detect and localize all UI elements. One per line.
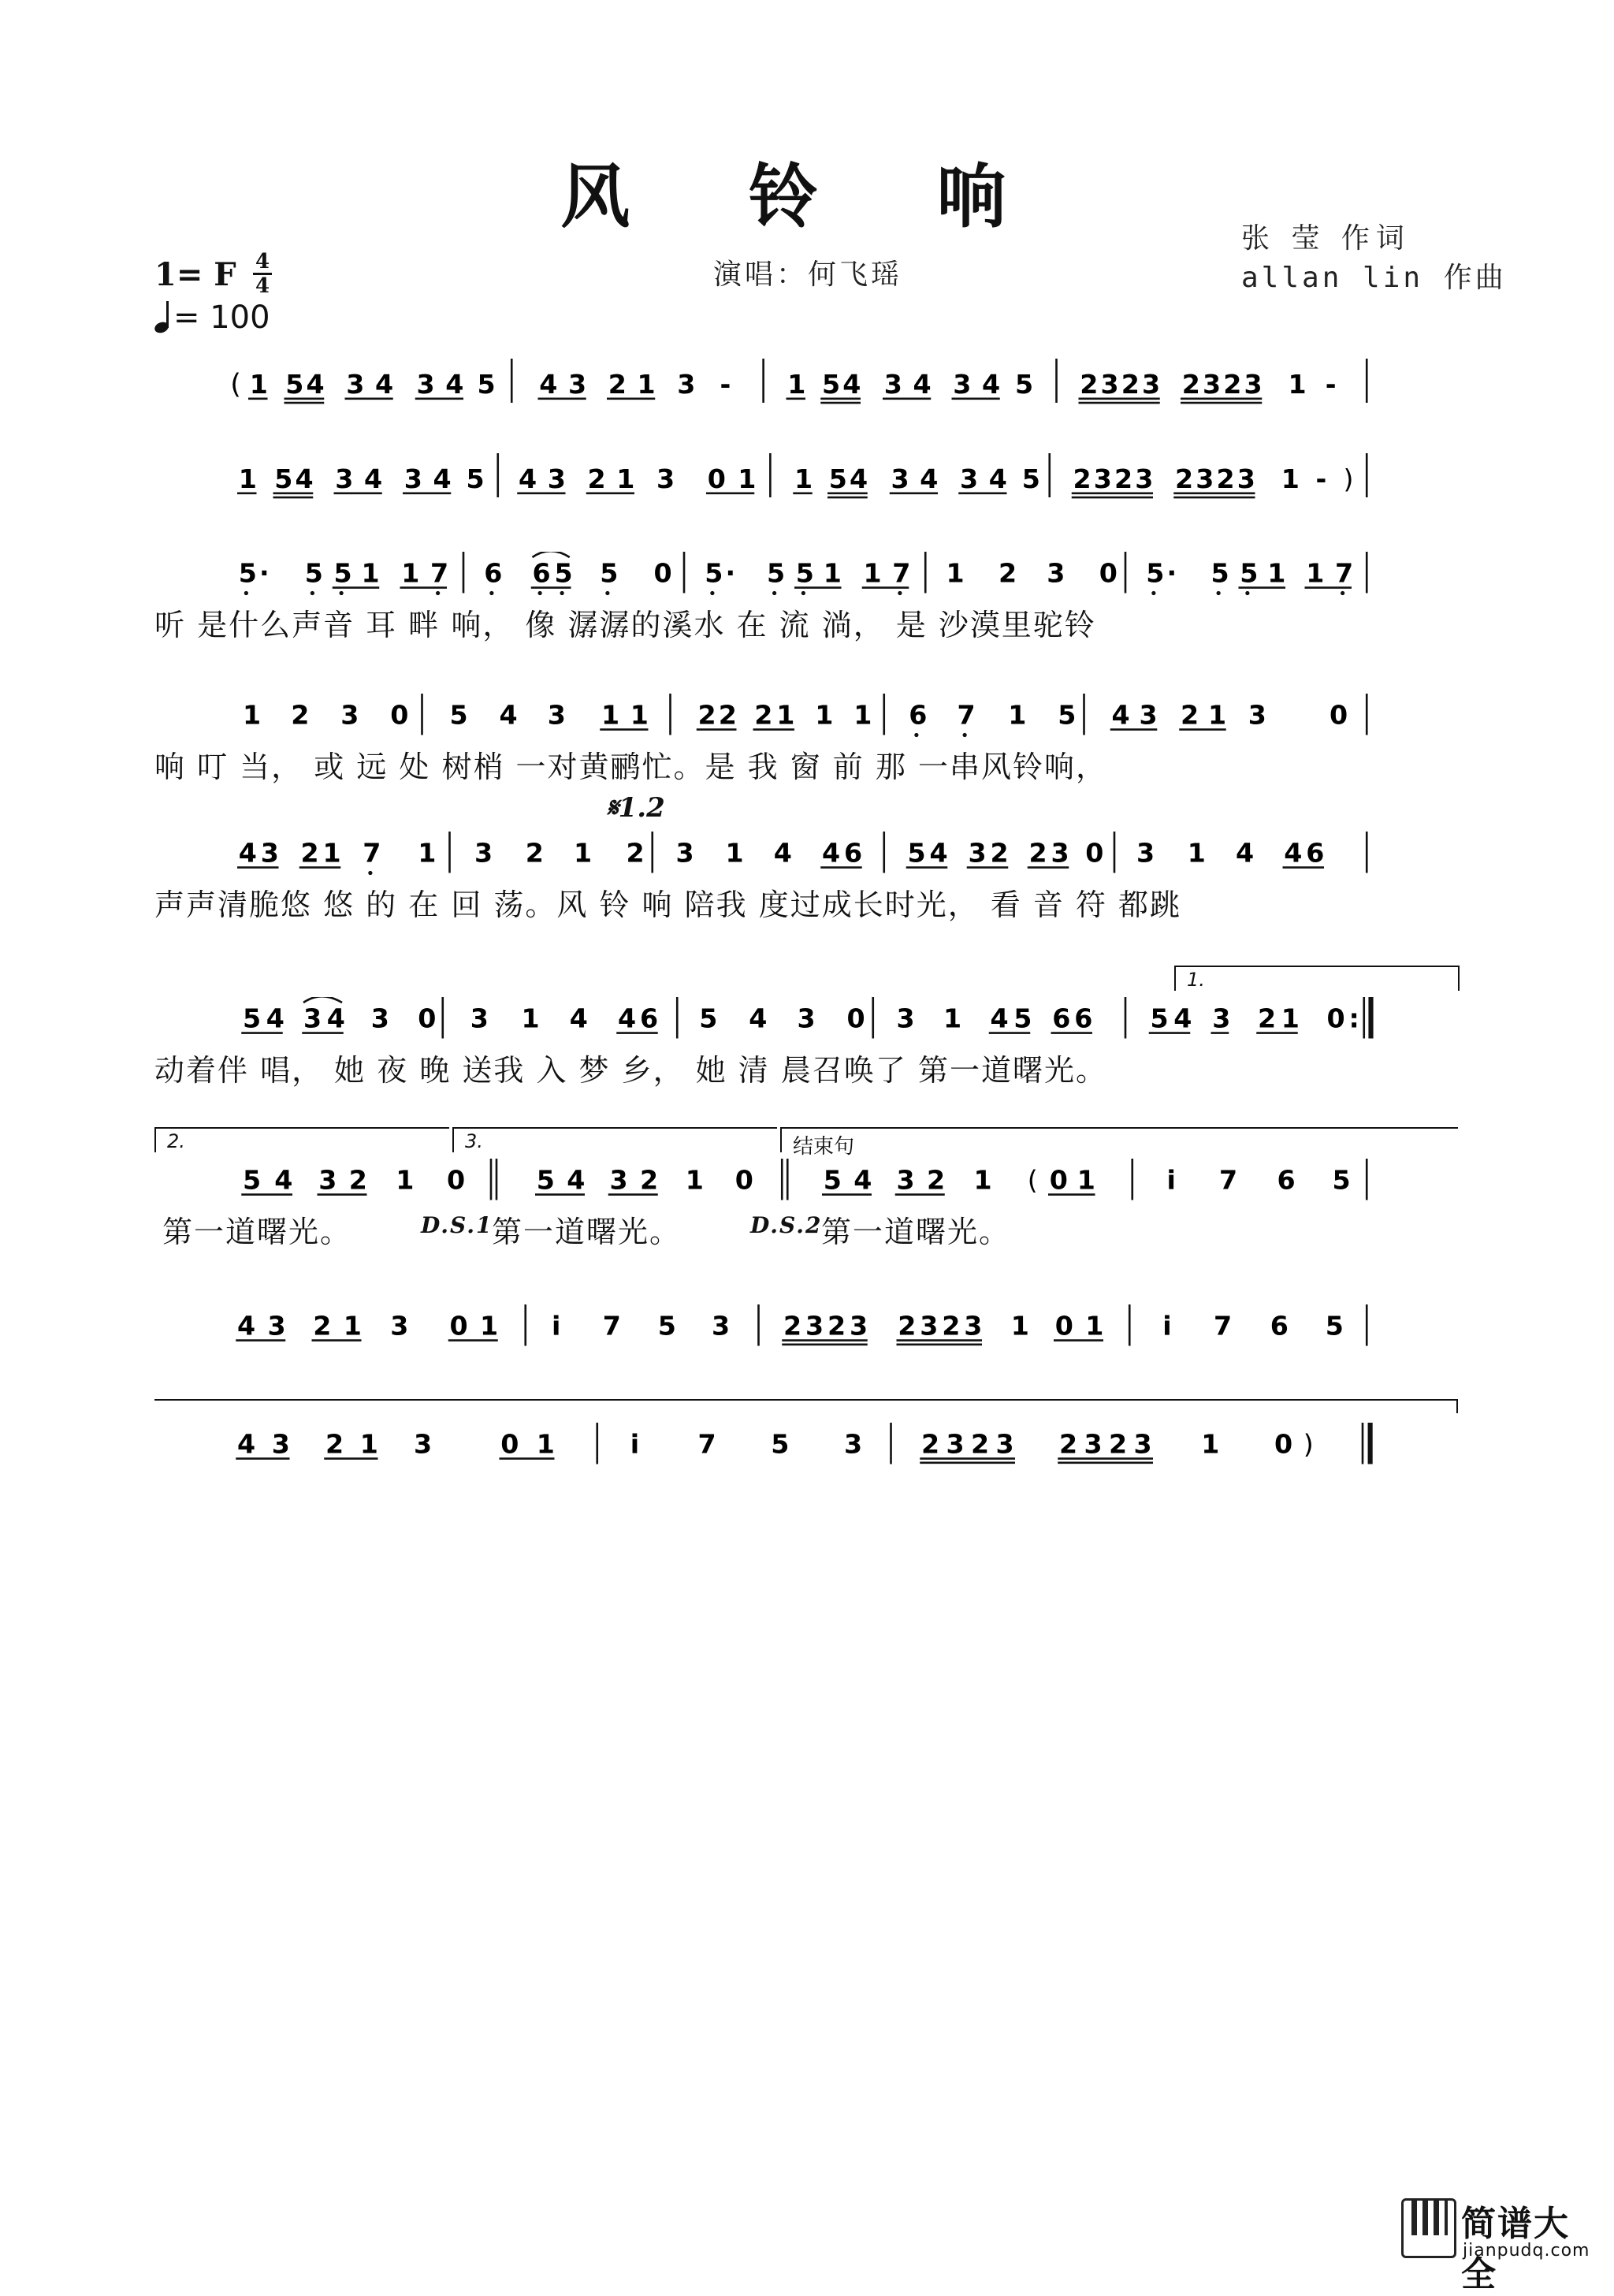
svg-text:1: 1 xyxy=(1201,1428,1220,1460)
svg-text:4: 4 xyxy=(238,837,257,869)
svg-text:1: 1 xyxy=(1288,368,1307,400)
svg-text:5: 5 xyxy=(238,557,257,589)
svg-text:5: 5 xyxy=(1015,368,1034,400)
svg-text:4: 4 xyxy=(988,463,1007,494)
lyricist-credit: 张 莹 作词 xyxy=(1241,222,1411,255)
svg-text:·: · xyxy=(1166,557,1177,589)
svg-text:3: 3 xyxy=(844,1428,863,1460)
svg-text:4: 4 xyxy=(445,368,464,400)
svg-text:7: 7 xyxy=(697,1428,716,1460)
tempo-value: = 100 xyxy=(173,300,270,336)
svg-text:3: 3 xyxy=(340,699,359,731)
svg-text:5: 5 xyxy=(554,557,573,589)
svg-text:3: 3 xyxy=(1047,557,1065,589)
svg-text:4: 4 xyxy=(519,463,537,494)
svg-text:1: 1 xyxy=(480,1310,499,1342)
svg-text:4: 4 xyxy=(364,463,383,494)
svg-text:0: 0 xyxy=(734,1164,753,1196)
composer-credit: allan lin 作曲 xyxy=(1241,262,1507,294)
svg-text:3: 3 xyxy=(1244,368,1263,400)
svg-text:0: 0 xyxy=(447,1164,466,1196)
svg-text:1: 1 xyxy=(943,1003,962,1034)
svg-text:3: 3 xyxy=(883,368,902,400)
svg-text:1: 1 xyxy=(536,1428,555,1460)
svg-text:3: 3 xyxy=(995,1428,1014,1460)
svg-text:(: ( xyxy=(1027,1164,1038,1196)
svg-text:5: 5 xyxy=(1013,1003,1032,1034)
svg-text:-: - xyxy=(1315,463,1327,494)
svg-text:1: 1 xyxy=(725,837,744,869)
svg-text:4: 4 xyxy=(375,368,394,400)
svg-text:6: 6 xyxy=(1074,1003,1093,1034)
svg-text:3: 3 xyxy=(370,1003,389,1034)
svg-text:2: 2 xyxy=(1114,463,1133,494)
svg-text:1: 1 xyxy=(630,699,649,731)
svg-text:3: 3 xyxy=(414,1428,433,1460)
svg-text:1: 1 xyxy=(343,1310,362,1342)
svg-text:3: 3 xyxy=(335,463,354,494)
svg-text:4: 4 xyxy=(618,1003,637,1034)
svg-text:4: 4 xyxy=(295,463,314,494)
svg-text:2: 2 xyxy=(990,837,1009,869)
svg-text:3: 3 xyxy=(896,1003,915,1034)
svg-text:5: 5 xyxy=(771,1428,790,1460)
svg-text:5: 5 xyxy=(449,699,468,731)
lyrics-segment: 第一道曙光。 xyxy=(821,1215,1011,1249)
svg-text:4: 4 xyxy=(822,837,841,869)
svg-text:6: 6 xyxy=(1052,1003,1071,1034)
svg-text:2: 2 xyxy=(754,699,773,731)
volta-bracket-1 xyxy=(1174,966,1460,991)
staff-notation xyxy=(154,694,1456,749)
svg-text:4: 4 xyxy=(1111,699,1130,731)
svg-text:·: · xyxy=(725,557,736,589)
svg-text:4: 4 xyxy=(237,1428,256,1460)
staff-notation xyxy=(154,997,1456,1052)
svg-text:2: 2 xyxy=(1080,368,1099,400)
svg-text:5: 5 xyxy=(1210,557,1229,589)
svg-text:4: 4 xyxy=(237,1310,256,1342)
svg-text:2: 2 xyxy=(898,1310,917,1342)
svg-text:1: 1 xyxy=(418,837,437,869)
svg-text:7: 7 xyxy=(363,837,381,869)
svg-text:5: 5 xyxy=(536,1164,555,1196)
svg-text:3: 3 xyxy=(1100,368,1119,400)
svg-text:3: 3 xyxy=(960,463,979,494)
svg-text:i: i xyxy=(552,1310,561,1342)
svg-text:5: 5 xyxy=(1332,1164,1351,1196)
svg-text:7: 7 xyxy=(1219,1164,1238,1196)
svg-text:0: 0 xyxy=(707,463,726,494)
tempo-marking xyxy=(154,300,270,336)
svg-text:3: 3 xyxy=(675,837,694,869)
svg-text:6: 6 xyxy=(844,837,863,869)
svg-text:7: 7 xyxy=(957,699,976,731)
svg-text:1: 1 xyxy=(1077,1164,1095,1196)
svg-text:1: 1 xyxy=(1208,699,1227,731)
svg-text:2: 2 xyxy=(608,368,627,400)
svg-text:5: 5 xyxy=(1021,463,1040,494)
svg-text:2: 2 xyxy=(999,557,1017,589)
svg-text:-: - xyxy=(720,368,731,400)
svg-text:4: 4 xyxy=(274,1164,293,1196)
svg-text:5: 5 xyxy=(699,1003,718,1034)
ds2-mark: D.S.2 xyxy=(750,1212,823,1238)
svg-text:2: 2 xyxy=(325,1428,344,1460)
svg-text:4: 4 xyxy=(539,368,558,400)
svg-text:4: 4 xyxy=(913,368,932,400)
time-signature-bottom: 4 xyxy=(255,274,270,298)
svg-text:5: 5 xyxy=(1240,557,1259,589)
svg-text:3: 3 xyxy=(1212,1003,1231,1034)
volta-bracket-2 xyxy=(154,1127,449,1152)
svg-text:2: 2 xyxy=(718,699,737,731)
svg-text:2: 2 xyxy=(1223,368,1242,400)
time-signature xyxy=(251,251,274,297)
svg-text:2: 2 xyxy=(640,1164,659,1196)
segno-mark: 𝄋1.2 xyxy=(607,792,665,824)
svg-text:·: · xyxy=(259,557,270,589)
svg-text:1: 1 xyxy=(396,1164,415,1196)
svg-text:2: 2 xyxy=(1121,368,1140,400)
svg-text:-: - xyxy=(1325,368,1337,400)
svg-text:2: 2 xyxy=(1059,1428,1078,1460)
svg-text:1: 1 xyxy=(1267,557,1286,589)
svg-text:2: 2 xyxy=(783,1310,802,1342)
svg-text:4: 4 xyxy=(499,699,518,731)
volta-label: 1. xyxy=(1187,969,1205,991)
svg-text:2: 2 xyxy=(1073,463,1091,494)
coda-label: 结束句 xyxy=(793,1135,855,1159)
svg-text:1: 1 xyxy=(1306,557,1325,589)
svg-text:3: 3 xyxy=(318,1164,337,1196)
svg-text:3: 3 xyxy=(1142,368,1161,400)
svg-text:4: 4 xyxy=(990,1003,1009,1034)
svg-text:4: 4 xyxy=(266,1003,284,1034)
svg-text:3: 3 xyxy=(1136,837,1155,869)
svg-text:5: 5 xyxy=(657,1310,676,1342)
svg-text:2: 2 xyxy=(291,699,310,731)
singer-credit: 演唱：何飞瑶 xyxy=(713,259,903,291)
svg-text:6: 6 xyxy=(532,557,551,589)
svg-text:7: 7 xyxy=(1335,557,1354,589)
svg-text:3: 3 xyxy=(1237,463,1255,494)
svg-text:4: 4 xyxy=(1236,837,1255,869)
svg-text:3: 3 xyxy=(712,1310,731,1342)
volta-label: 3. xyxy=(465,1130,483,1152)
svg-text:1: 1 xyxy=(361,557,380,589)
svg-text:0: 0 xyxy=(846,1003,865,1034)
svg-text:2: 2 xyxy=(971,1428,990,1460)
svg-text:): ) xyxy=(1303,1428,1314,1460)
svg-text:(: ( xyxy=(230,368,241,400)
svg-text:5: 5 xyxy=(907,837,926,869)
svg-text:6: 6 xyxy=(1277,1164,1296,1196)
svg-text:3: 3 xyxy=(547,699,566,731)
svg-text:2: 2 xyxy=(1028,837,1047,869)
svg-text:1: 1 xyxy=(616,463,635,494)
svg-text:2: 2 xyxy=(1109,1428,1128,1460)
quarter-note-icon xyxy=(154,301,173,333)
svg-text:3: 3 xyxy=(896,1164,915,1196)
volta-bracket-3 xyxy=(452,1127,777,1152)
svg-text:0: 0 xyxy=(653,557,672,589)
svg-text:3: 3 xyxy=(1139,699,1158,731)
song-title: 风 铃 响 xyxy=(560,155,1054,237)
svg-text:4: 4 xyxy=(306,368,325,400)
svg-text:1: 1 xyxy=(946,557,965,589)
svg-text:4: 4 xyxy=(1173,1003,1192,1034)
svg-text:3: 3 xyxy=(1135,463,1154,494)
staff-notation xyxy=(154,552,1456,607)
svg-text:2: 2 xyxy=(827,1310,846,1342)
svg-text:3: 3 xyxy=(404,463,422,494)
staff-notation xyxy=(154,1423,1456,1478)
staff-notation xyxy=(154,1159,1456,1214)
svg-text:0: 0 xyxy=(1274,1428,1293,1460)
svg-text:1: 1 xyxy=(794,463,813,494)
svg-text:3: 3 xyxy=(953,368,972,400)
svg-text:i: i xyxy=(630,1428,640,1460)
svg-text:3: 3 xyxy=(390,1310,409,1342)
svg-text:5: 5 xyxy=(304,557,323,589)
lyrics-line: 响 叮 当， 或 远 处 树梢 一对黄鹂忙。是 我 窗 前 那 一串风铃响， xyxy=(154,750,1107,784)
svg-text:0: 0 xyxy=(1330,699,1348,731)
svg-text:1: 1 xyxy=(823,557,842,589)
svg-text:2: 2 xyxy=(525,837,544,869)
ds1-mark: D.S.1 xyxy=(421,1212,493,1238)
svg-text:3: 3 xyxy=(271,1428,290,1460)
svg-text:5: 5 xyxy=(828,463,847,494)
svg-text:3: 3 xyxy=(1133,1428,1152,1460)
staff-notation xyxy=(154,453,1456,508)
svg-text:1: 1 xyxy=(574,837,593,869)
svg-text:3: 3 xyxy=(850,1310,868,1342)
svg-text:3: 3 xyxy=(797,1003,816,1034)
svg-text:2: 2 xyxy=(697,699,716,731)
svg-text:1: 1 xyxy=(1085,1310,1104,1342)
svg-text:1: 1 xyxy=(853,699,872,731)
svg-text:1: 1 xyxy=(238,463,257,494)
svg-text:4: 4 xyxy=(842,368,861,400)
lyrics-line: 动着伴 唱， 她 夜 晚 送我 入 梦 乡， 她 清 晨召唤了 第一道曙光。 xyxy=(154,1053,1107,1088)
svg-text:5: 5 xyxy=(705,557,723,589)
svg-text:4: 4 xyxy=(1284,837,1303,869)
svg-text:4: 4 xyxy=(773,837,792,869)
svg-text:5: 5 xyxy=(274,463,293,494)
svg-text:0: 0 xyxy=(449,1310,468,1342)
svg-text:5: 5 xyxy=(1150,1003,1169,1034)
svg-text:1: 1 xyxy=(243,699,262,731)
svg-text:2: 2 xyxy=(1258,1003,1277,1034)
coda-bracket xyxy=(780,1127,1458,1159)
svg-text:3: 3 xyxy=(1203,368,1222,400)
logo-url: jianpudq.com xyxy=(1463,2241,1590,2261)
svg-text:4: 4 xyxy=(920,463,939,494)
svg-text:3: 3 xyxy=(303,1003,322,1034)
svg-text:1: 1 xyxy=(601,699,620,731)
svg-text:1: 1 xyxy=(521,1003,540,1034)
svg-text:6: 6 xyxy=(1306,837,1325,869)
svg-text:3: 3 xyxy=(1248,699,1266,731)
svg-text:4: 4 xyxy=(569,1003,588,1034)
svg-text:1: 1 xyxy=(401,557,420,589)
svg-text:5: 5 xyxy=(243,1164,262,1196)
svg-text:1: 1 xyxy=(322,837,341,869)
svg-text:3: 3 xyxy=(547,463,566,494)
volta-label: 2. xyxy=(167,1130,185,1152)
svg-text:5: 5 xyxy=(823,1164,842,1196)
svg-text:3: 3 xyxy=(805,1310,824,1342)
svg-text:2: 2 xyxy=(313,1310,332,1342)
svg-text:i: i xyxy=(1162,1310,1172,1342)
svg-text:3: 3 xyxy=(267,1310,286,1342)
svg-text:5: 5 xyxy=(477,368,496,400)
svg-text:1: 1 xyxy=(1187,837,1206,869)
svg-text:1: 1 xyxy=(1281,1003,1300,1034)
svg-text:3: 3 xyxy=(968,837,987,869)
svg-text:4: 4 xyxy=(433,463,452,494)
svg-text:): ) xyxy=(1343,463,1354,494)
svg-text:3: 3 xyxy=(474,837,493,869)
svg-text:3: 3 xyxy=(920,1310,939,1342)
svg-text:3: 3 xyxy=(346,368,365,400)
lyrics-line: 听 是什么声音 耳 畔 响， 像 潺潺的溪水 在 流 淌， 是 沙漠里驼铃 xyxy=(154,608,1096,642)
lyrics-segment: 第一道曙光。 xyxy=(162,1215,352,1249)
svg-text:1: 1 xyxy=(815,699,834,731)
svg-text:1: 1 xyxy=(1008,699,1027,731)
site-logo[interactable] xyxy=(1401,2195,1598,2294)
svg-text:1: 1 xyxy=(359,1428,378,1460)
svg-text:3: 3 xyxy=(416,368,435,400)
time-signature-top: 4 xyxy=(255,250,270,274)
svg-text:0: 0 xyxy=(1326,1003,1345,1034)
staff-notation xyxy=(154,359,1456,414)
svg-text:5: 5 xyxy=(243,1003,262,1034)
svg-text:2: 2 xyxy=(1181,368,1200,400)
svg-text:5: 5 xyxy=(767,557,786,589)
svg-text:5: 5 xyxy=(466,463,485,494)
svg-text:5: 5 xyxy=(600,557,619,589)
lyrics-line: 声声清脆悠 悠 的 在 回 荡。风 铃 响 陪我 度过成长时光， 看 音 符 都跳 xyxy=(154,888,1182,922)
svg-text:1: 1 xyxy=(637,368,656,400)
svg-text:1: 1 xyxy=(685,1164,704,1196)
svg-text:3: 3 xyxy=(609,1164,628,1196)
svg-text:1: 1 xyxy=(787,368,806,400)
svg-text:3: 3 xyxy=(677,368,696,400)
svg-text:6: 6 xyxy=(1270,1310,1289,1342)
staff-notation xyxy=(154,832,1456,887)
svg-text:3: 3 xyxy=(260,837,279,869)
svg-text:i: i xyxy=(1166,1164,1176,1196)
svg-text:5: 5 xyxy=(333,557,352,589)
svg-text:1: 1 xyxy=(1281,463,1300,494)
svg-text:2: 2 xyxy=(1175,463,1194,494)
svg-text:3: 3 xyxy=(1051,837,1069,869)
svg-text:3: 3 xyxy=(1084,1428,1103,1460)
svg-text:3: 3 xyxy=(470,1003,489,1034)
svg-text:1: 1 xyxy=(1010,1310,1029,1342)
svg-text::: : xyxy=(1348,1003,1359,1034)
svg-text:3: 3 xyxy=(946,1428,965,1460)
lyrics-segment: 第一道曙光。 xyxy=(492,1215,682,1249)
svg-text:3: 3 xyxy=(1093,463,1112,494)
svg-text:0: 0 xyxy=(418,1003,437,1034)
svg-text:0: 0 xyxy=(1049,1164,1068,1196)
svg-text:3: 3 xyxy=(891,463,909,494)
svg-text:1: 1 xyxy=(776,699,795,731)
svg-text:4: 4 xyxy=(853,1164,872,1196)
key-signature: 1= F xyxy=(154,256,236,293)
logo-brand: 简谱大全 xyxy=(1461,2204,1570,2294)
svg-text:0: 0 xyxy=(390,699,409,731)
svg-text:4: 4 xyxy=(982,368,1001,400)
svg-text:5: 5 xyxy=(1325,1310,1344,1342)
svg-text:2: 2 xyxy=(1181,699,1199,731)
svg-text:2: 2 xyxy=(942,1310,961,1342)
svg-text:5: 5 xyxy=(795,557,814,589)
svg-text:5: 5 xyxy=(285,368,304,400)
svg-text:6: 6 xyxy=(640,1003,659,1034)
svg-text:1: 1 xyxy=(249,368,268,400)
svg-text:0: 0 xyxy=(1099,557,1118,589)
svg-text:2: 2 xyxy=(626,837,645,869)
svg-text:3: 3 xyxy=(1196,463,1214,494)
svg-text:2: 2 xyxy=(587,463,606,494)
svg-text:1: 1 xyxy=(738,463,757,494)
svg-text:2: 2 xyxy=(348,1164,367,1196)
ending-bracket xyxy=(154,1399,1458,1413)
svg-text:7: 7 xyxy=(892,557,911,589)
svg-text:4: 4 xyxy=(567,1164,586,1196)
svg-text:5: 5 xyxy=(1146,557,1165,589)
svg-text:3: 3 xyxy=(568,368,587,400)
piano-keys-icon xyxy=(1401,2198,1456,2258)
svg-text:2: 2 xyxy=(300,837,319,869)
svg-text:7: 7 xyxy=(430,557,449,589)
svg-text:7: 7 xyxy=(602,1310,621,1342)
svg-text:5: 5 xyxy=(1058,699,1077,731)
svg-text:1: 1 xyxy=(973,1164,992,1196)
svg-text:0: 0 xyxy=(1085,837,1104,869)
svg-text:3: 3 xyxy=(964,1310,983,1342)
svg-text:2: 2 xyxy=(1216,463,1235,494)
svg-text:3: 3 xyxy=(656,463,675,494)
svg-text:0: 0 xyxy=(1054,1310,1073,1342)
svg-text:4: 4 xyxy=(850,463,868,494)
svg-text:4: 4 xyxy=(929,837,948,869)
svg-text:6: 6 xyxy=(909,699,928,731)
svg-text:5: 5 xyxy=(822,368,841,400)
staff-notation xyxy=(154,1304,1456,1360)
svg-text:7: 7 xyxy=(1214,1310,1233,1342)
svg-text:6: 6 xyxy=(484,557,503,589)
svg-text:0: 0 xyxy=(500,1428,519,1460)
svg-text:2: 2 xyxy=(921,1428,940,1460)
svg-text:2: 2 xyxy=(927,1164,946,1196)
svg-text:1: 1 xyxy=(863,557,882,589)
svg-text:4: 4 xyxy=(326,1003,345,1034)
svg-text:4: 4 xyxy=(749,1003,768,1034)
